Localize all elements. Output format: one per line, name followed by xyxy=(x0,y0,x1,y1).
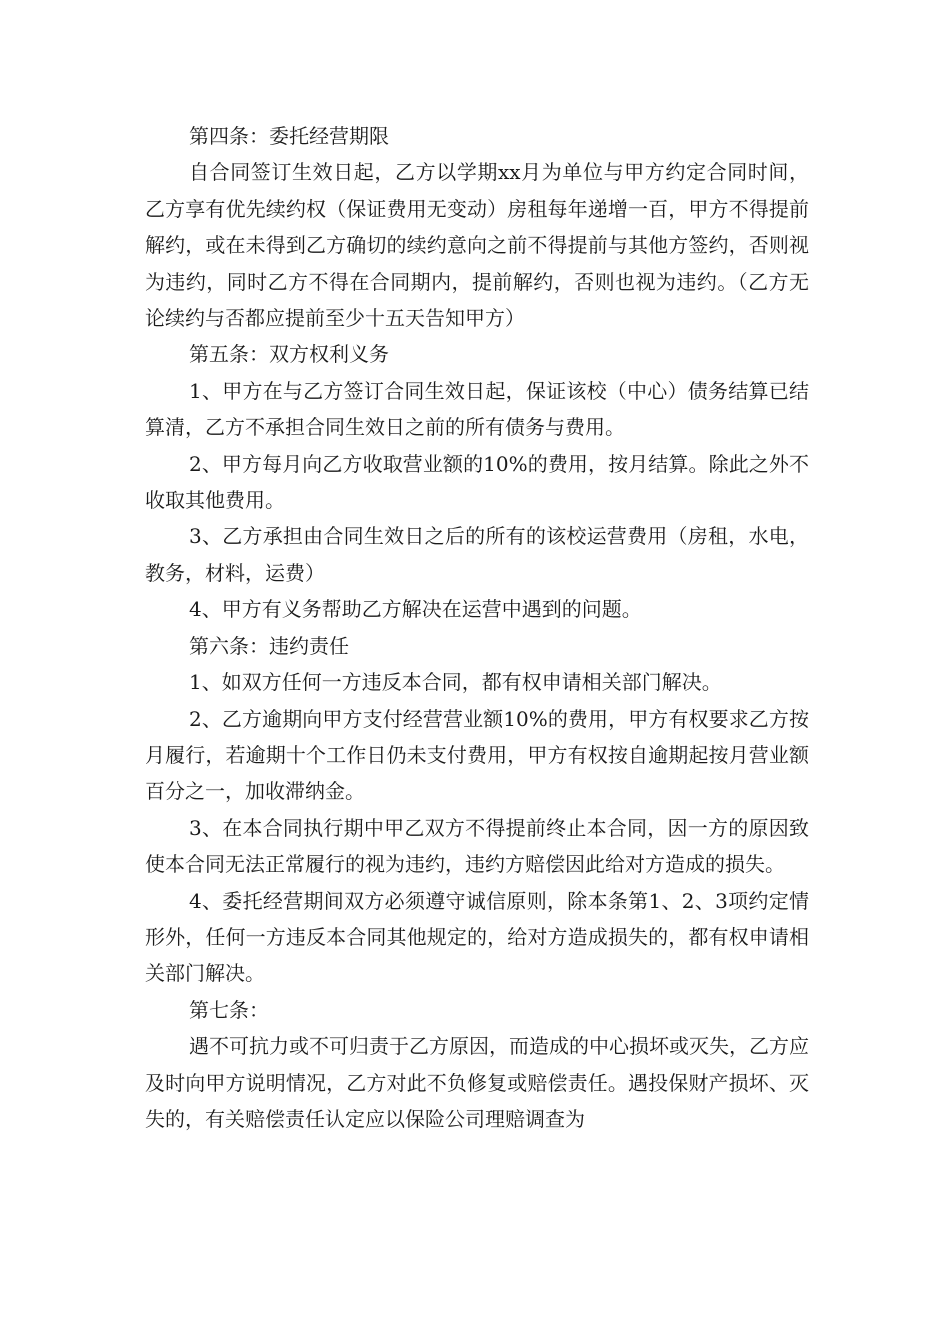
clause-5-2: 2、甲方每月向乙方收取营业额的10%的费用，按月结算。除此之外不收取其他费用。 xyxy=(145,451,809,513)
section-heading-article-4: 第四条：委托经营期限 xyxy=(189,124,389,148)
clause-6-1: 1、如双方任何一方违反本合同，都有权申请相关部门解决。 xyxy=(189,670,722,695)
clause-6-4: 4、委托经营期间双方必须遵守诚信原则，除本条第1、2、3项约定情形外，任何一方违反本合同其他规定的，给对方造成损失的，都有权申请相关部门解决。 xyxy=(145,888,809,986)
document-body xyxy=(145,118,809,1137)
section-heading-article-7: 第七条： xyxy=(189,997,269,1022)
clause-5-4: 4、甲方有义务帮助乙方解决在运营中遇到的问题。 xyxy=(189,597,642,622)
paragraph-force-majeure: 遇不可抗力或不可归责于乙方原因，而造成的中心损坏或灭失，乙方应及时向甲方说明情况，乙方对此不负修复或赔偿责任。遇投保财产损坏、灭失的，有关赔偿责任认定应以保险公司理赔调查为 xyxy=(145,1034,809,1131)
clause-5-3: 3、乙方承担由合同生效日之后的所有的该校运营费用（房租，水电，教务，材料，运费） xyxy=(145,524,809,585)
paragraph-term-renewal: 自合同签订生效日起，乙方以学期xx月为单位与甲方约定合同时间，乙方享有优先续约权（保证费用无变动）房租每年递增一百，甲方不得提前解约，或在未得到乙方确切的续约意向之前不得提前与其他方签约，否则视为违约，同时乙方不得在合同期内，提前解约，否则也视为违约。（乙方无论续约与否都应提前至少十五天告知甲方） xyxy=(145,160,809,331)
section-heading-article-6: 第六条：违约责任 xyxy=(189,633,349,658)
clause-6-2: 2、乙方逾期向甲方支付经营营业额10%的费用，甲方有权要求乙方按月履行，若逾期十个工作日仍未支付费用，甲方有权按自逾期起按月营业额百分之一，加收滞纳金。 xyxy=(145,706,809,804)
clause-5-1: 1、甲方在与乙方签订合同生效日起，保证该校（中心）债务结算已结算清，乙方不承担合同生效日之前的所有债务与费用。 xyxy=(145,378,809,440)
clause-6-3: 3、在本合同执行期中甲乙双方不得提前终止本合同，因一方的原因致使本合同无法正常履行的视为违约，违约方赔偿因此给对方造成的损失。 xyxy=(145,815,809,877)
section-heading-article-5: 第五条：双方权利义务 xyxy=(189,342,389,367)
